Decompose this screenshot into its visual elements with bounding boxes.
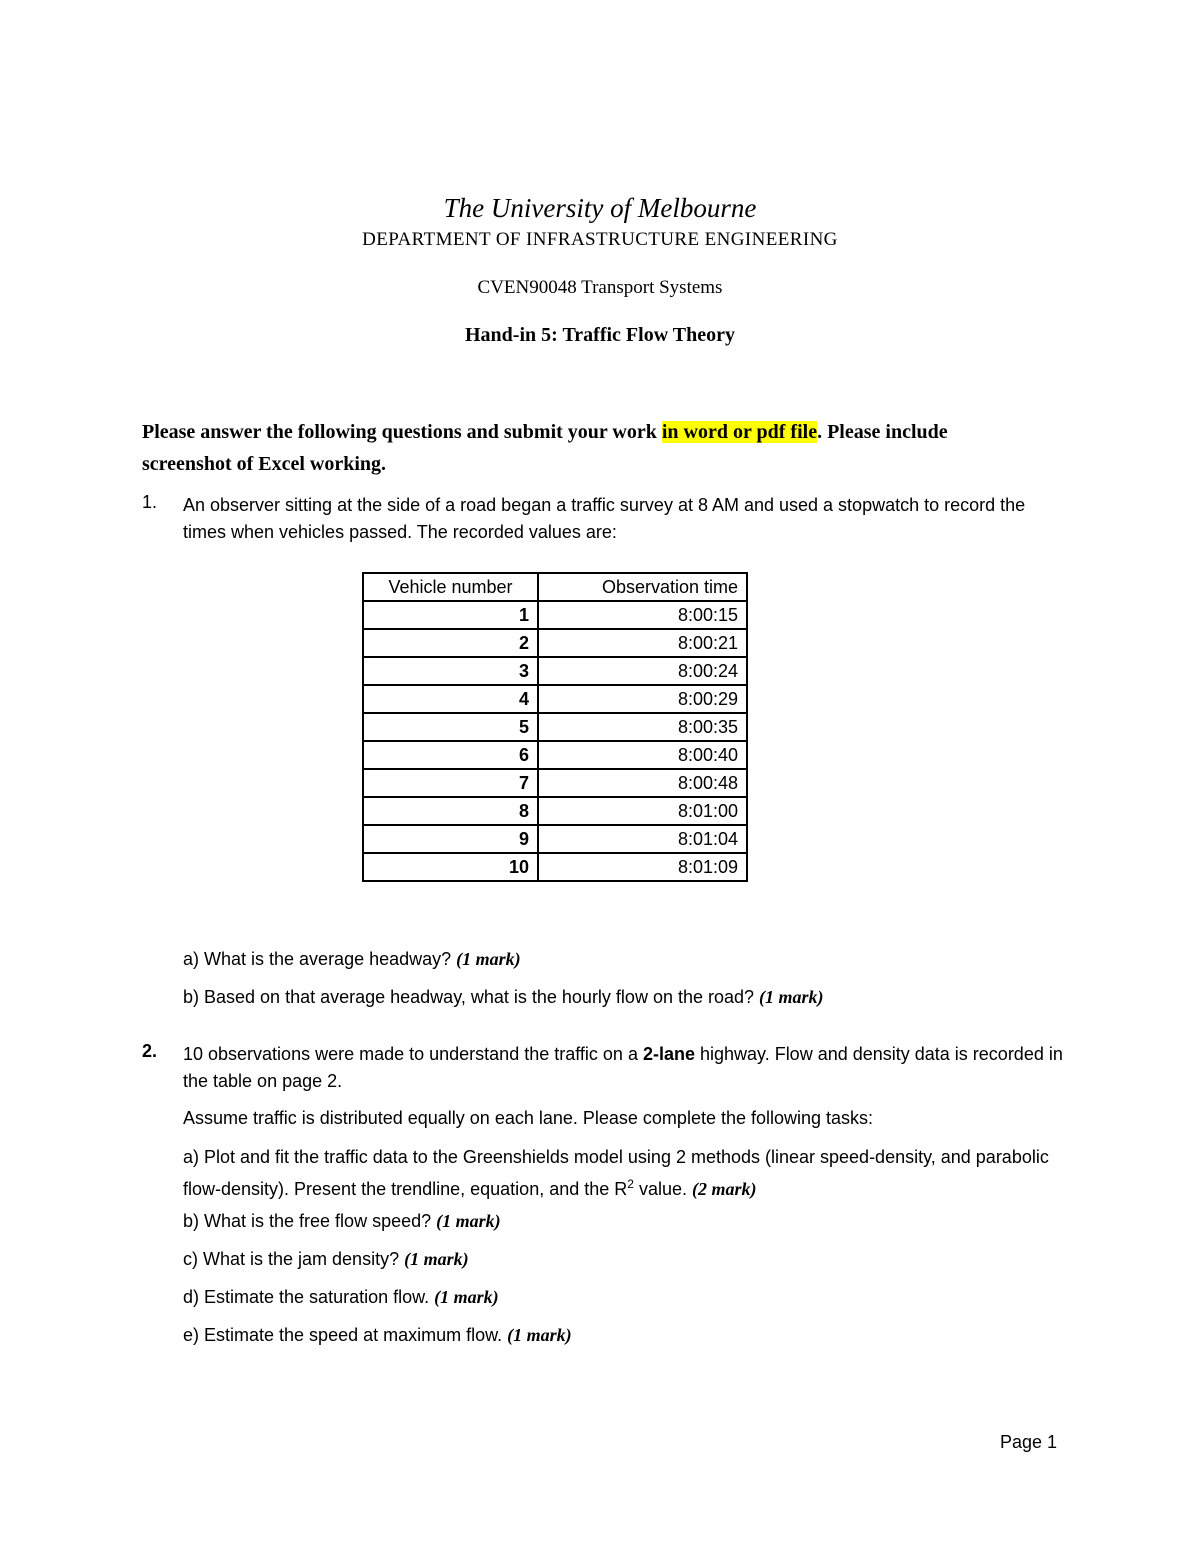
q1b	[183, 984, 1063, 1011]
vehicle-number-cell: 6	[363, 741, 538, 769]
vehicle-number-cell: 5	[363, 713, 538, 741]
q1b-mark: (1 mark)	[759, 987, 824, 1007]
q2a-superscript: 2	[627, 1177, 634, 1191]
instructions-highlight: in word or pdf file	[661, 421, 818, 443]
q1a-text: a) What is the average headway?	[183, 949, 457, 969]
table-row	[363, 797, 747, 825]
column-header: Vehicle number	[363, 573, 538, 601]
table-header-row	[363, 573, 747, 601]
q2e-text: e) Estimate the speed at maximum flow.	[183, 1325, 508, 1345]
q1b-text: b) Based on that average headway, what is the hourly flow on the road?	[183, 987, 760, 1007]
table-row	[363, 741, 747, 769]
course-name: CVEN90048 Transport Systems	[477, 277, 723, 298]
observation-time-cell: 8:00:29	[538, 685, 747, 713]
q2b-mark: (1 mark)	[436, 1211, 501, 1231]
table-row	[363, 629, 747, 657]
q2c-text: c) What is the jam density?	[183, 1249, 405, 1269]
q2e-mark: (1 mark)	[507, 1325, 572, 1345]
instructions-part1: Please answer the following questions and submit your work	[142, 421, 662, 443]
q2-assume: Assume traffic is distributed equally on each lane. Please complete the following tasks:	[183, 1108, 874, 1128]
observation-table	[362, 572, 748, 882]
vehicle-number-cell: 7	[363, 769, 538, 797]
vehicle-number-cell: 8	[363, 797, 538, 825]
instructions-part2: . Please include screenshot of Excel working.	[142, 421, 948, 475]
q2d	[183, 1284, 1063, 1311]
q2-text	[183, 1041, 1063, 1095]
table-row	[363, 685, 747, 713]
observation-time-cell: 8:01:00	[538, 797, 747, 825]
observation-time-cell: 8:01:04	[538, 825, 747, 853]
table-row	[363, 713, 747, 741]
observation-time-cell: 8:00:21	[538, 629, 747, 657]
table-row	[363, 657, 747, 685]
q2-text-part1: 10 observations were made to understand the traffic on a	[183, 1044, 643, 1064]
page-number: Page 1	[1000, 1432, 1058, 1452]
q2a-text: a) Plot and fit the traffic data to the Greenshields model using 2 methods (linear speed-density, and parabolic flow-density). Present the trendline, equation, and the R	[183, 1147, 1049, 1199]
department-name: DEPARTMENT OF INFRASTRUCTURE ENGINEERING	[362, 229, 838, 250]
instructions	[142, 416, 1042, 480]
q2b-text: b) What is the free flow speed?	[183, 1211, 437, 1231]
q1-text: An observer sitting at the side of a road began a traffic survey at 8 AM and used a stopwatch to record the times when vehicles passed. The recorded values are:	[183, 495, 1026, 542]
observation-time-cell: 8:00:24	[538, 657, 747, 685]
observation-time-cell: 8:00:48	[538, 769, 747, 797]
q2-text-bold: 2-lane	[642, 1044, 695, 1064]
q1a-mark: (1 mark)	[456, 949, 521, 969]
vehicle-number-cell: 1	[363, 601, 538, 629]
observation-time-cell: 8:00:40	[538, 741, 747, 769]
university-title: The University of Melbourne	[443, 193, 757, 223]
q2d-text: d) Estimate the saturation flow.	[183, 1287, 435, 1307]
observation-time-cell: 8:00:15	[538, 601, 747, 629]
q2b	[183, 1208, 1063, 1235]
q2c-mark: (1 mark)	[404, 1249, 469, 1269]
q2a-text-end: value.	[633, 1179, 692, 1199]
vehicle-number-cell: 2	[363, 629, 538, 657]
q2a-mark: (2 mark)	[692, 1179, 757, 1199]
table-row	[363, 769, 747, 797]
q2-text-part2: highway. Flow and density data is recorded in the table on page 2.	[183, 1044, 1063, 1091]
vehicle-number-cell: 4	[363, 685, 538, 713]
assignment-title: Hand-in 5: Traffic Flow Theory	[465, 324, 735, 346]
q2a	[183, 1144, 1063, 1203]
column-header: Observation time	[538, 573, 747, 601]
q2c	[183, 1246, 1063, 1273]
vehicle-number-cell: 10	[363, 853, 538, 881]
q1a	[183, 946, 1063, 973]
vehicle-number-cell: 3	[363, 657, 538, 685]
q2e	[183, 1322, 1063, 1349]
observation-time-cell: 8:00:35	[538, 713, 747, 741]
vehicle-number-cell: 9	[363, 825, 538, 853]
observation-time-cell: 8:01:09	[538, 853, 747, 881]
q2d-mark: (1 mark)	[434, 1287, 499, 1307]
q2-number: 2.	[142, 1041, 158, 1061]
table-row	[363, 825, 747, 853]
q1-number: 1.	[142, 492, 158, 512]
table-row	[363, 601, 747, 629]
table-row	[363, 853, 747, 881]
